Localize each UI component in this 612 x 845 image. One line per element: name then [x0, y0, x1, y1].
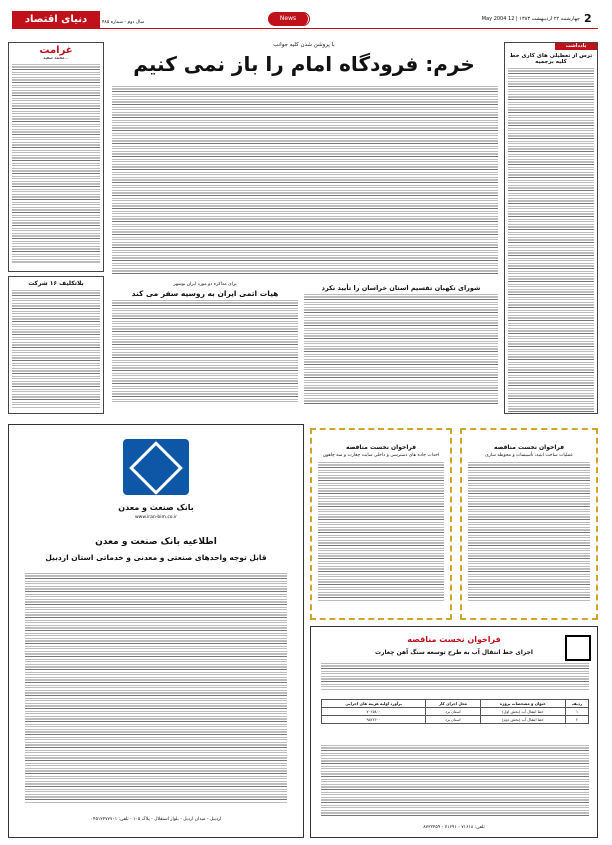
left-column-author: محمد سعید...	[43, 56, 69, 61]
bank-ad	[8, 424, 304, 838]
right-column-body	[508, 68, 594, 413]
bank-notice-sub: قابل توجه واحدهای صنعتی و معدنی و خدماتی استان اردبیل	[45, 553, 267, 562]
khorasan-body	[304, 294, 498, 406]
news-label: News	[268, 12, 308, 26]
tender-ad-bottom	[310, 626, 598, 838]
lead-headline: خرم: فرودگاه امام را باز نمی کنیم	[133, 52, 475, 76]
right-column	[504, 42, 598, 414]
issue-line: سال دوم - شماره ۴۸۵	[102, 20, 145, 25]
bank-notice-title: اطلاعیه بانک صنعت و معدن	[95, 537, 217, 547]
lead-kicker: با پروشن شدن کلیه جوانب	[273, 42, 335, 48]
section-label: یادداشت	[555, 43, 597, 50]
tender-table	[321, 699, 589, 724]
tender-right-body	[468, 462, 590, 602]
globe-icon	[296, 12, 310, 26]
tender-ad-left	[310, 428, 452, 620]
left-box-body	[12, 290, 100, 408]
bank-logo-icon	[123, 439, 189, 495]
table-row: ۷۰۲۵۸۰۰ استان یزد خط انتقال آب (بخش اول) ۱	[322, 708, 589, 716]
iran-exam-body	[112, 300, 298, 404]
lead-body	[112, 86, 498, 276]
col-row: ردیف	[566, 700, 589, 708]
left-box	[8, 276, 104, 414]
tender-right-title: فراخوان نخست مناقصه	[493, 444, 565, 451]
left-column	[8, 42, 104, 272]
masthead-logo: دنیای اقتصاد	[12, 11, 100, 29]
left-column-title: غرامت	[39, 45, 73, 56]
tender-bottom-title: فراخوان نخست مناقصه	[407, 635, 501, 644]
tender-bottom-intro	[321, 663, 589, 691]
bank-name: بانک صنعت و معدن	[118, 503, 194, 512]
tender-left-title: فراخوان نخست مناقصه	[345, 444, 417, 451]
tender-left-sub: احداث جاده های دسترسی و داخلی سایت چغارت و سه چاهون	[322, 453, 440, 458]
tender-right-sub: عملیات ساخت ابنیه، تأسیسات و محوطه سازی	[485, 453, 573, 458]
right-column-title: ترس از تعطیلی های کاری خط کلیه برجمیه	[509, 53, 593, 65]
iran-exam-kicker: برای مذاکره دو مورد ایران بوشهر	[173, 282, 237, 287]
table-row: ۹۵۲۲۶۰۰ استان یزد خط انتقال آب (بخش دوم) ۲	[322, 716, 589, 724]
bank-notice-body	[25, 573, 287, 803]
bank-footer: اردبیل - میدان اردیل - بلوار استقلال - پلاک ۱۰۵ - تلفن: ۰۴۵۱۲۲۷۷۷۰۱	[90, 817, 222, 822]
tender-left-body	[318, 462, 444, 602]
col-place: محل اجرای کار	[426, 700, 480, 708]
col-amount: برآورد اولیه هزینه های اجرایی	[322, 700, 426, 708]
story-khorasan	[304, 282, 498, 412]
left-box-title: بلاتکلیف ۱۶ شرکت	[28, 280, 84, 287]
date-line: چهارشنبه ۲۲ اردیبهشت ۱۳۸۳ | 12 May 2004	[481, 16, 580, 22]
story-iran-exam	[112, 282, 298, 412]
tender-bottom-sub: اجرای خط انتقال آب به طرح توسعه سنگ آهن چغارت	[375, 649, 533, 656]
left-column-body	[12, 64, 100, 264]
tender-ad-right	[460, 428, 598, 620]
col-desc: عنوان و مشخصات پروژه	[480, 700, 566, 708]
khorasan-title: شورای تکهبان تقسیم استان خراسان را تأیید نکرد	[321, 284, 481, 292]
tender-bottom-body	[321, 745, 589, 817]
iran-exam-title: هیات اتمی ایران به روسیه سفر می کند	[131, 289, 279, 298]
bank-website: www.iran-bim.co.ir	[135, 515, 177, 520]
tender-bottom-footer: تلفن: ۷۱۶۱۸ - ۷۱۶۹۱ - ۸۷۲۲۲۵۹	[423, 825, 485, 830]
page-number: 2	[584, 12, 592, 25]
